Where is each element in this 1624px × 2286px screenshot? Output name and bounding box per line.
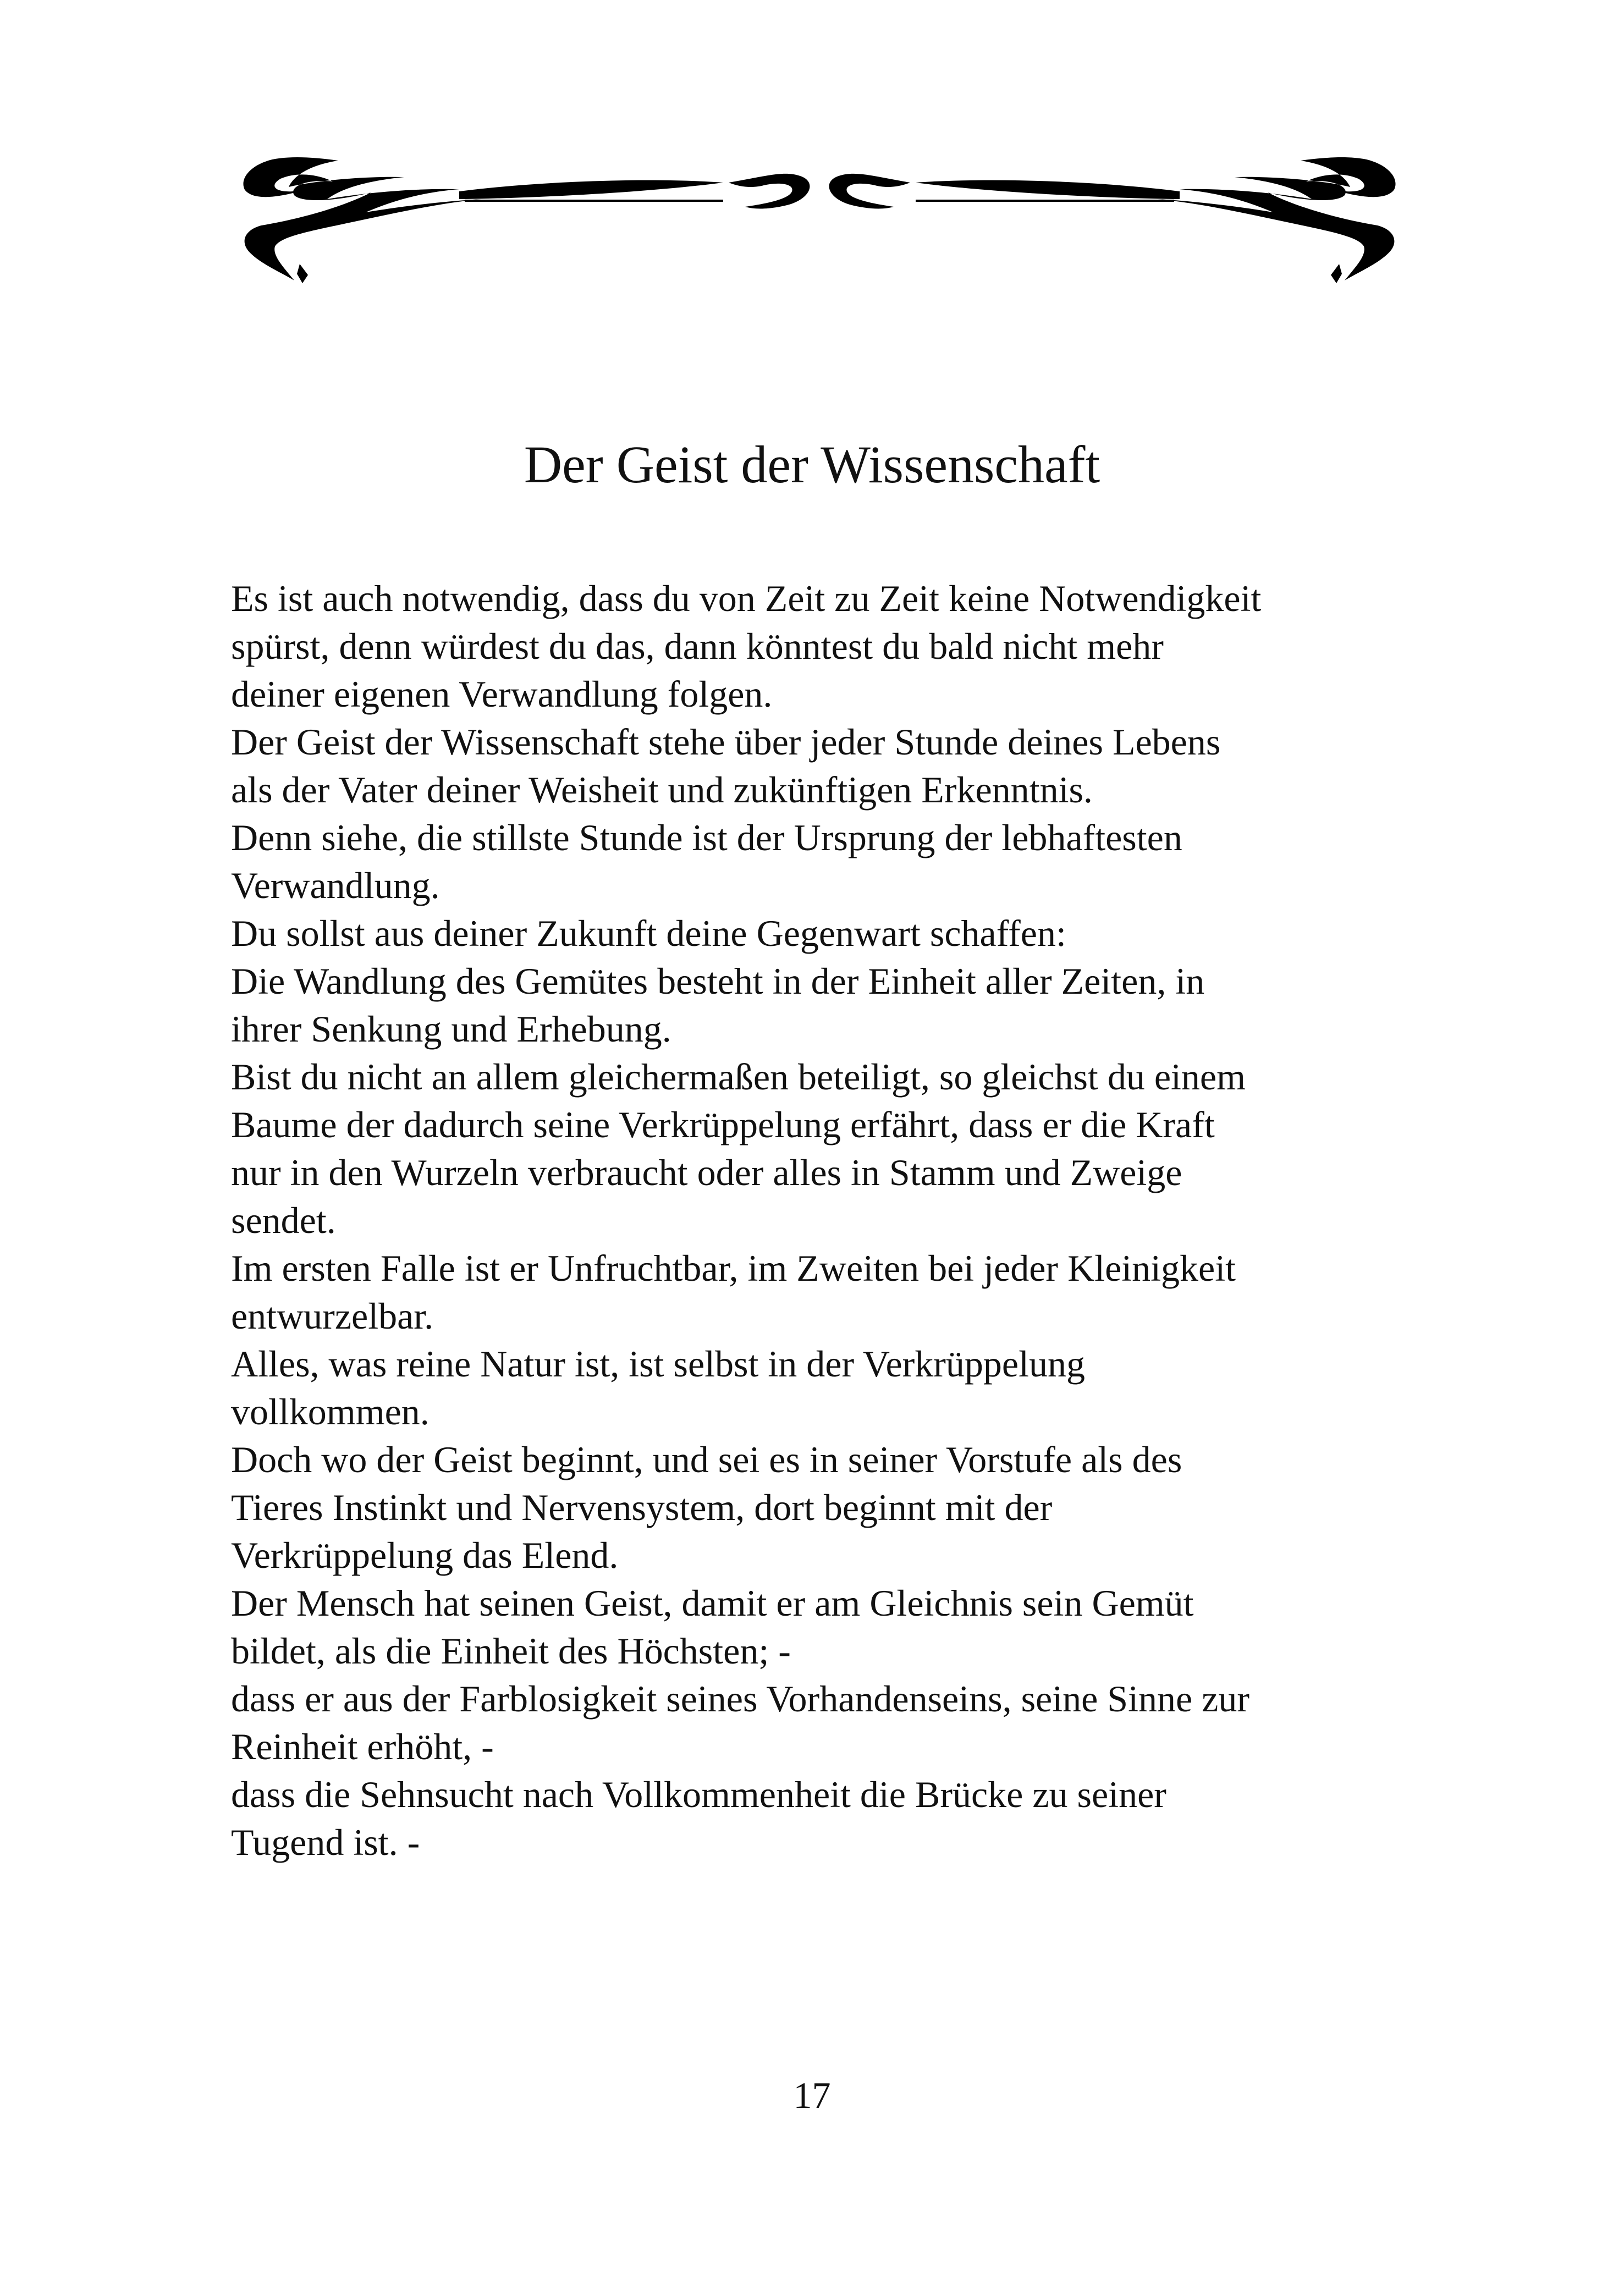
text-line: Der Mensch hat seinen Geist, damit er am Gleichnis sein Gemüt — [231, 1582, 1194, 1624]
text-line: Verkrüppelung das Elend. — [231, 1534, 619, 1576]
text-line: Tieres Instinkt und Nervensystem, dort beginnt mit der — [231, 1486, 1053, 1528]
art-nouveau-flourish-icon — [228, 148, 1411, 297]
text-line: Der Geist der Wissenschaft stehe über jeder Stunde deines Lebens — [231, 721, 1221, 763]
text-line: Du sollst aus deiner Zukunft deine Gegenwart schaffen: — [231, 912, 1066, 954]
text-line: Die Wandlung des Gemütes besteht in der Einheit aller Zeiten, in — [231, 960, 1205, 1002]
text-line: entwurzelbar. — [231, 1295, 434, 1337]
text-line: vollkommen. — [231, 1391, 430, 1433]
text-line: dass er aus der Farblosigkeit seines Vorhandenseins, seine Sinne zur — [231, 1678, 1250, 1720]
text-line: sendet. — [231, 1199, 336, 1241]
text-line: bildet, als die Einheit des Höchsten; - — [231, 1630, 791, 1672]
header-ornament — [228, 148, 1411, 297]
text-line: Verwandlung. — [231, 864, 440, 906]
text-line: deiner eigenen Verwandlung folgen. — [231, 673, 773, 715]
text-line: Doch wo der Geist beginnt, und sei es in seiner Vorstufe als des — [231, 1439, 1182, 1480]
text-line: dass die Sehnsucht nach Vollkommenheit die Brücke zu seiner — [231, 1773, 1166, 1815]
text-line: Im ersten Falle ist er Unfruchtbar, im Zweiten bei jeder Kleinigkeit — [231, 1247, 1236, 1289]
page-number: 17 — [793, 2074, 831, 2116]
text-line: als der Vater deiner Weisheit und zukünftigen Erkenntnis. — [231, 769, 1093, 811]
page-title: Der Geist der Wissenschaft — [524, 435, 1100, 494]
text-line: Tugend ist. - — [231, 1821, 420, 1863]
text-line: nur in den Wurzeln verbraucht oder alles in Stamm und Zweige — [231, 1152, 1182, 1193]
text-line: Baume der dadurch seine Verkrüppelung erfährt, dass er die Kraft — [231, 1104, 1215, 1145]
text-line: Denn siehe, die stillste Stunde ist der Ursprung der lebhaftesten — [231, 817, 1182, 858]
body-text — [231, 575, 1430, 1866]
text-line: ihrer Senkung und Erhebung. — [231, 1008, 671, 1050]
text-line: Alles, was reine Natur ist, ist selbst in der Verkrüppelung — [231, 1343, 1086, 1385]
text-line: Reinheit erhöht, - — [231, 1726, 494, 1767]
text-line: spürst, denn würdest du das, dann könntest du bald nicht mehr — [231, 625, 1164, 667]
text-line: Bist du nicht an allem gleichermaßen beteiligt, so gleichst du einem — [231, 1056, 1246, 1098]
text-line: Es ist auch notwendig, dass du von Zeit zu Zeit keine Notwendigkeit — [231, 577, 1262, 619]
